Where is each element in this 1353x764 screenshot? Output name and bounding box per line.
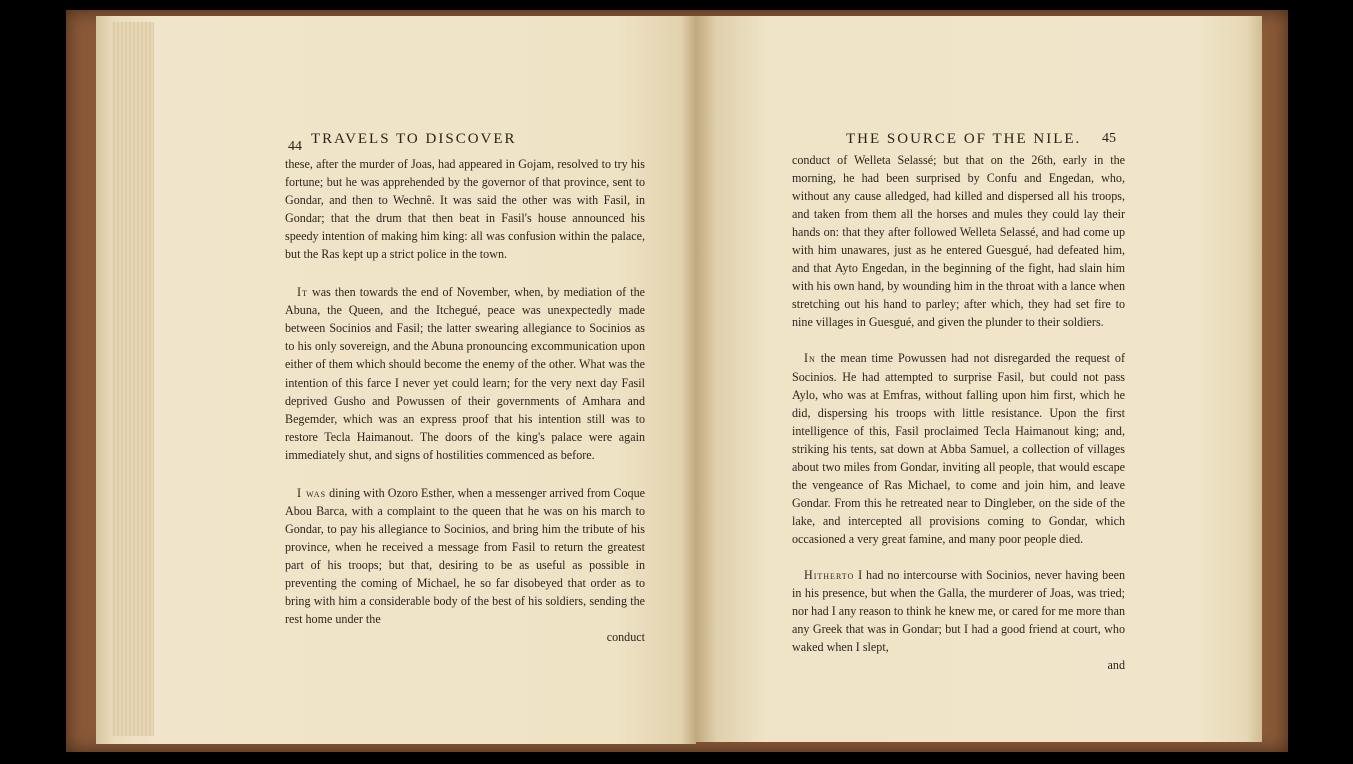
left-running-head: TRAVELS TO DISCOVER — [311, 131, 517, 147]
right-paragraph-2: In the mean time Powussen had not disregarded the request of Socinios. He had attempted to surprise Fasil, but could not pass Aylo, who was at Emfras, without falling upon him first, which he did, dispersing his troops with little resistance. Upon the first intelligence of this, Fasil proclaimed Tecla Haimanout king; and, striking his tents, sat down at Abba Samuel, a collection of villages about two miles from Gondar, inviting all people, that would escape the vengeance of Ras Michael, to come and join him, and leave Gondar. From this he retreated near to Dingleber, on the side of the lake, and intercepted all provisions coming to Gondar, which occasioned a very great famine, and many poor people died. — [792, 351, 1125, 546]
right-paragraph-1: conduct of Welleta Selassé; but that on the 26th, early in the morning, he had been surprised by Confu and Engedan, who, without any cause alledged, had killed and dispersed all his troops, and taken from them all the horses and mules they could lay their hands on: that they after followed Welleta Selassé, and had come up with him unawares, just as he entered Guesgué, had defeated him, and that Ayto Engedan, in the beginning of the fight, had slain him with his own hand, by wounding him in the throat with a lance when stretching out his hand to parley; after which, they had set fire to nine villages in Guesgué, and given the plunder to their soldiers. — [792, 153, 1125, 330]
left-paragraph-3: I was dining with Ozoro Esther, when a messenger arrived from Coque Abou Barca, with a complaint to the queen that he was on his march to Gondar, to pay his allegiance to Socinios, and bring him the tribute of his province, when he received a message from Fasil to return the greatest part of his troops; but that, desiring to be as useful as possible in preventing the coming of Michael, he so far disobeyed that order as to bring with him a considerable body of the best of his soldiers, sending the rest home under the — [285, 485, 645, 627]
left-catchword: conduct — [606, 630, 645, 645]
left-page-text — [285, 155, 645, 646]
right-page-number: 45 — [1102, 131, 1116, 146]
left-paragraph-1: these, after the murder of Joas, had appeared in Gojam, resolved to try his fortune; but he was apprehended by the governor of that province, sent to Gondar, and then to Wechnê. It was said the other was with Fasil, in Gondar; that the drum that then beat in Fasil's house announced his speedy intention of making him king: all was confusion within the palace, but the Ras kept up a strict police in the town. — [285, 157, 645, 262]
right-running-head: THE SOURCE OF THE NILE. — [846, 131, 1082, 147]
left-page-number: 44 — [288, 139, 302, 154]
page-edges — [112, 22, 154, 736]
left-paragraph-2: It was then towards the end of November, when, by mediation of the Abuna, the Queen, and the Itchegué, peace was unexpectedly made between Socinios and Fasil; the latter swearing allegiance to Socinios as to his only sovereign, and the Abuna pronouncing excommunication upon either of them which should become the enemy of the other. What was the intention of this farce I never yet could learn; for the very next day Fasil deprived Gusho and Powussen of their governments of Amhara and Begemder, which was an express proof that his intention still was to restore Tecla Haimanout. The doors of the king's palace were again immediately shut, and signs of hostilities commenced as before. — [285, 285, 645, 462]
right-page-text — [792, 151, 1125, 674]
right-paragraph-3: Hitherto I had no intercourse with Socinios, never having been in his presence, but when the Galla, the murderer of Joas, was tried; nor had I any reason to think he knew me, or cared for me more than any Greek that was in Gondar; but I had a good friend at court, who waked when I slept, — [792, 567, 1125, 655]
right-catchword: and — [1107, 658, 1125, 673]
